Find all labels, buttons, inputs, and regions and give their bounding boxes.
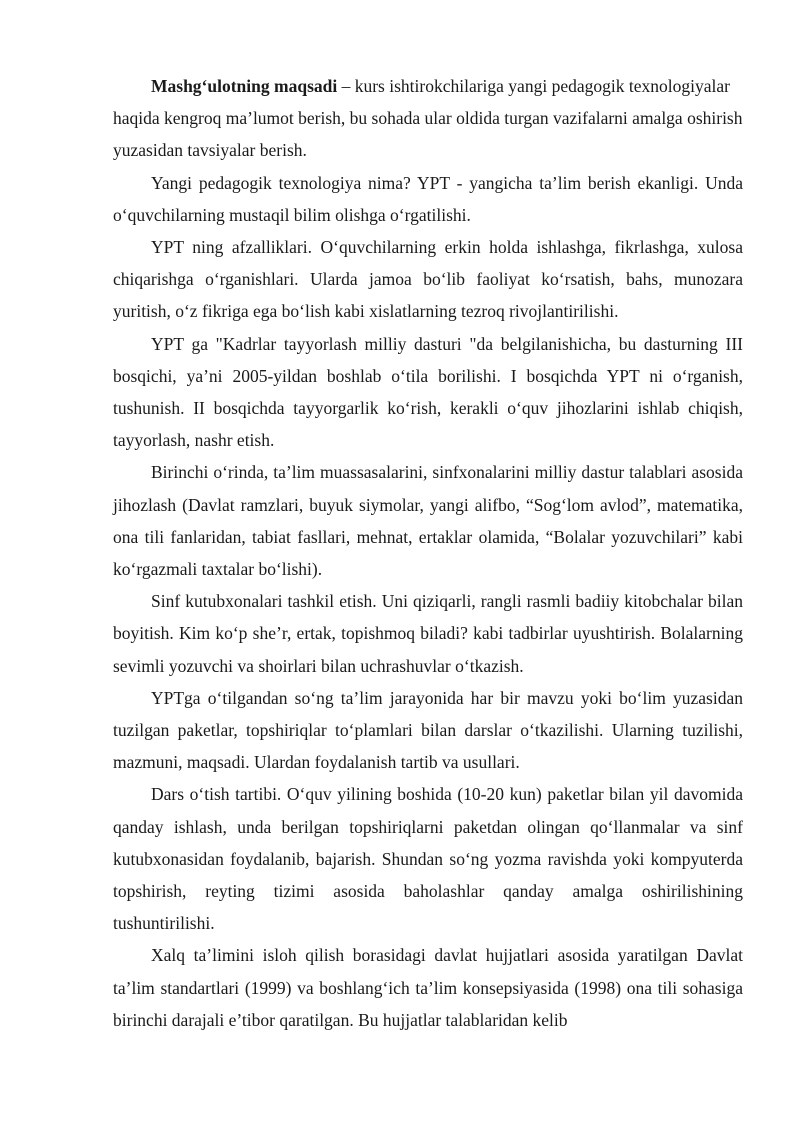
goal-heading: Mashg‘ulotning maqsadi [151,76,338,96]
paragraph-class-library: Sinf kutubxonalari tashkil etish. Uni qiziqarli, rangli rasmli badiiy kitobchalar bilan boyitish. Kim ko‘p she’r, ertak, topishmoq biladi? kabi tadbirlar uyushtirish. Bolalarning sevimli yozuvchi va shoirlari bilan uchrashuvlar o‘tkazish. [113,591,743,676]
paragraph-advantages: YPT ning afzalliklari. O‘quvchilarning erkin holda ishlashga, fikrlashga, xulosa chiqarishga o‘rganishlari. Ularda jamoa bo‘lib faoliyat ko‘rsatish, bahs, munozara yuritish, o‘z fikriga ega bo‘lish kabi xislatlarning tezroq rivojlantirilishi. [113,237,743,322]
paragraph-goal [113,70,743,167]
document-page [113,70,743,1036]
paragraph-what-is-ypt: Yangi pedagogik texnologiya nima? YPT - yangicha ta’lim berish ekanligi. Unda o‘quvchilarning mustaqil bilim olishga o‘rgatilishi. [113,172,743,225]
paragraph-national-program: YPT ga "Kadrlar tayyorlash milliy dasturi "da belgilanishicha, bu dasturning III bosqichi, ya’ni 2005-yildan boshlab o‘tila borilishi. I bosqichda YPT ni o‘rganish, tushunish. II bosqichda tayyorgarlik ko‘rish, kerakli o‘quv jihozlarini ishlab chiqish, tayyorlash, nashr etish. [113,333,743,451]
paragraph-equipment: Birinchi o‘rinda, ta’lim muassasalarini, sinfxonalarini milliy dastur talablari asosida jihozlash (Davlat ramzlari, buyuk siymolar, yangi alifbo, “Sog‘lom avlod”, matematika, ona tili fanlaridan, tabiat fasllari, mehnat, ertaklar olamida, “Bolalar yozuvchilari” kabi ko‘rgazmali taxtalar bo‘lishi). [113,462,743,580]
paragraph-packets: YPTga o‘tilgandan so‘ng ta’lim jarayonida har bir mavzu yoki bo‘lim yuzasidan tuzilgan paketlar, topshiriqlar to‘plamlari bilan darslar o‘tkazilishi. Ularning tuzilishi, mazmuni, maqsadi. Ulardan foydalanish tartib va usullari. [113,687,743,773]
paragraph-lesson-order: Dars o‘tish tartibi. O‘quv yilining boshida (10-20 kun) paketlar bilan yil davomida qanday ishlash, unda berilgan topshiriqlarni paketdan olingan qo‘llanmalar va sinf kutubxonasidan foydalanib, bajarish. Shundan so‘ng yozma ravishda yoki kompyuterda topshirish, reyting tizimi asosida baholashlar qanday amalga oshirilishining tushuntirilishi. [113,784,743,934]
paragraph-education-reform: Xalq ta’limini isloh qilish borasidagi davlat hujjatlari asosida yaratilgan Davlat ta’lim standartlari (1999) va boshlang‘ich ta’lim konsepsiyasida (1998) ona tili sohasiga birinchi darajali e’tibor qaratilgan. Bu hujjatlar talablaridan kelib [113,945,743,1030]
goal-text: – kurs ishtirokchilariga yangi pedagogik texnologiyalar haqida kengroq ma’lumot berish, bu sohada ular oldida turgan vazifalarni amalga oshirish yuzasidan tavsiyalar berish. [113,76,743,161]
